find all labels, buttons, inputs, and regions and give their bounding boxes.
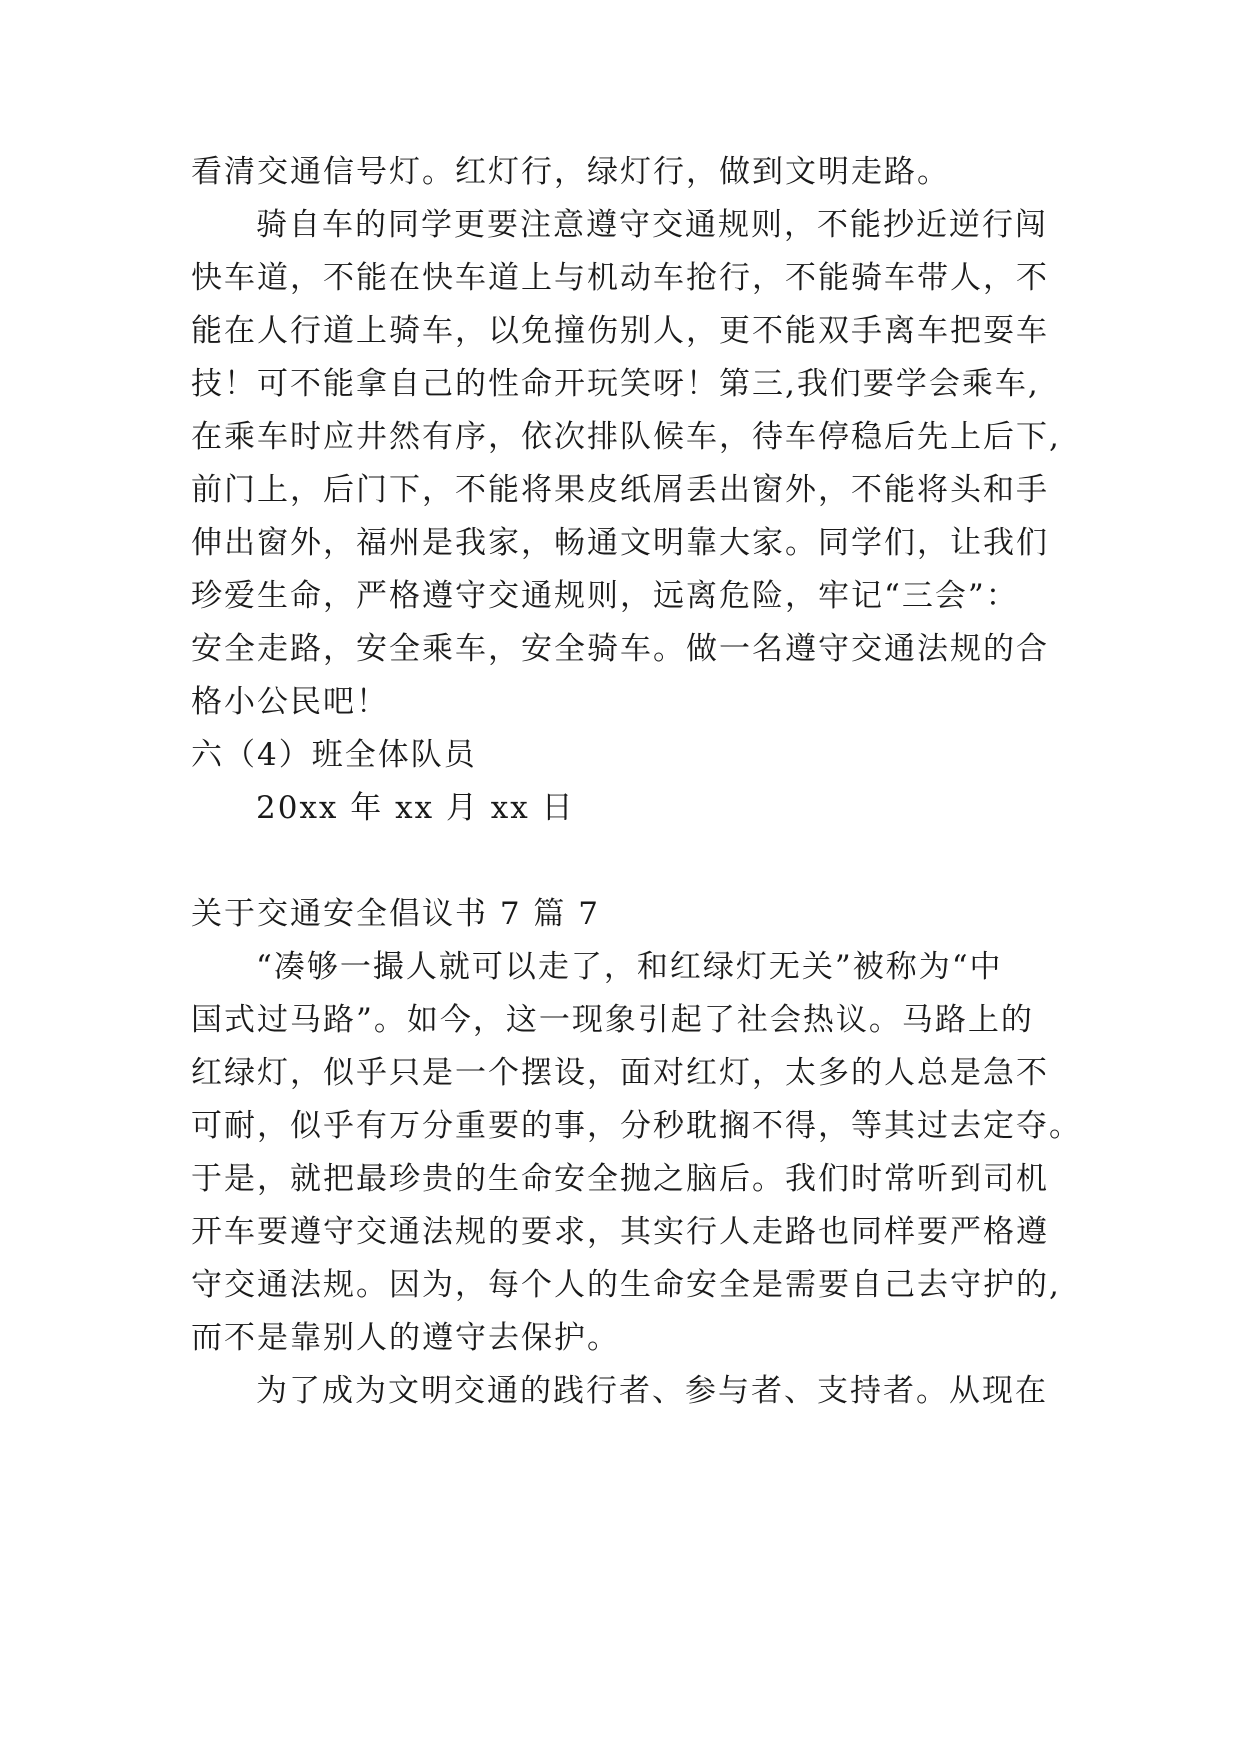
paragraph-line: 安全走路，安全乘车，安全骑车。做一名遵守交通法规的合 [191,631,1049,667]
paragraph-line: 可耐，似乎有万分重要的事，分秒耽搁不得，等其过去定夺。 [191,1108,1082,1144]
paragraph-line: 快车道，不能在快车道上与机动车抢行，不能骑车带人，不 [191,260,1049,296]
paragraph-line: 红绿灯，似乎只是一个摆设，面对红灯，太多的人总是急不 [191,1055,1049,1091]
paragraph-line: 开车要遵守交通法规的要求，其实行人走路也同样要严格遵 [191,1214,1049,1250]
paragraph-line: 为了成为文明交通的践行者、参与者、支持者。从现在 [256,1373,1048,1409]
paragraph-line: 于是，就把最珍贵的生命安全抛之脑后。我们时常听到司机 [191,1161,1049,1197]
paragraph-line: 能在人行道上骑车，以免撞伤别人，更不能双手离车把耍车 [191,313,1049,349]
paragraph-line: 格小公民吧！ [191,684,389,720]
section-title: 关于交通安全倡议书 7 篇 7 [191,896,601,932]
paragraph-line: 骑自车的同学更要注意遵守交通规则，不能抄近逆行闯 [256,207,1048,243]
paragraph-line: 伸出窗外，福州是我家，畅通文明靠大家。同学们，让我们 [191,525,1049,561]
paragraph-line: 技！可不能拿自己的性命开玩笑呀！第三,我们要学会乘车, [191,366,1040,402]
paragraph-line: 珍爱生命，严格遵守交通规则，远离危险，牢记“三会”： [191,578,1019,614]
paragraph-line: 在乘车时应井然有序，依次排队候车，待车停稳后先上后下, [191,419,1061,455]
paragraph-line: 而不是靠别人的遵守去保护。 [191,1320,620,1356]
paragraph-line: 前门上，后门下，不能将果皮纸屑丢出窗外，不能将头和手 [191,472,1049,508]
paragraph-line: 守交通法规。因为，每个人的生命安全是需要自己去守护的, [191,1267,1061,1303]
paragraph-line: 国式过马路”。如今，这一现象引起了社会热议。马路上的 [191,1002,1034,1038]
signature-line: 六（4）班全体队员 [191,737,477,773]
date-line: 20xx 年 xx 月 xx 日 [256,790,575,826]
paragraph-line: “凑够一撮人就可以走了，和红绿灯无关”被称为“中 [256,949,1003,985]
paragraph-line: 看清交通信号灯。红灯行，绿灯行，做到文明走路。 [191,154,950,190]
